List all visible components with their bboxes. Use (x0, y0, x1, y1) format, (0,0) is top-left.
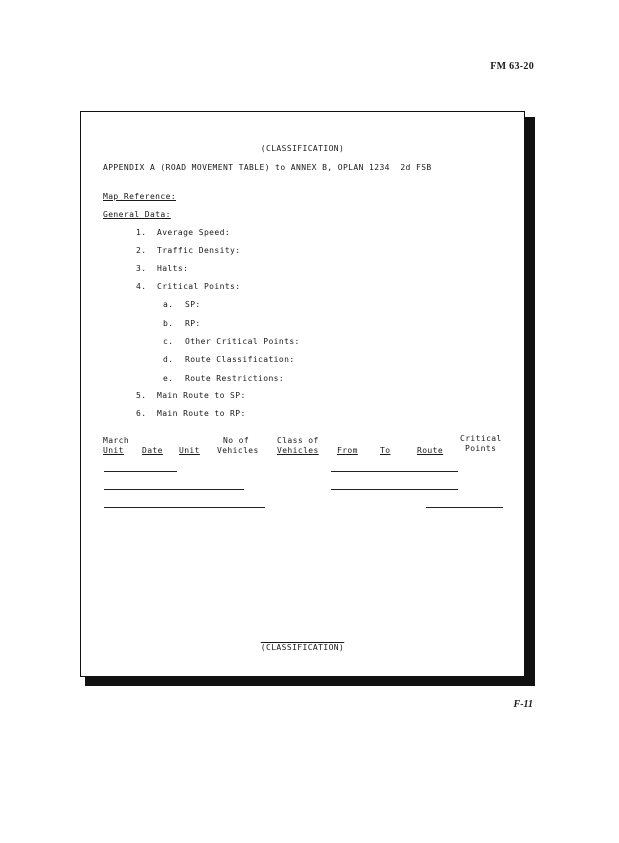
entry-line (331, 471, 458, 472)
critical-points-label: Critical Points: (157, 282, 241, 291)
entry-line (426, 507, 503, 508)
sub-item-letter: e. (163, 374, 174, 383)
col-vehicles-top: No of (223, 436, 250, 445)
route-classification-label: Route Classification: (185, 355, 295, 364)
sub-item-letter: d. (163, 355, 174, 364)
entry-line (104, 471, 177, 472)
sub-item-letter: b. (163, 319, 174, 328)
col-critical-bottom: Points (465, 444, 497, 453)
route-restrictions-label: Route Restrictions: (185, 374, 285, 383)
main-route-to-sp-label: Main Route to SP: (157, 391, 246, 400)
item-number: 5. (136, 391, 147, 400)
col-march-unit-top: March (103, 436, 130, 445)
col-route: Route (417, 446, 444, 455)
item-number: 2. (136, 246, 147, 255)
sp-label: SP: (185, 300, 201, 309)
col-vehicles-bottom: Vehicles (217, 446, 259, 455)
col-to: To (380, 446, 391, 455)
other-critical-points-label: Other Critical Points: (185, 337, 300, 346)
col-class-bottom: Vehicles (277, 446, 319, 455)
item-number: 6. (136, 409, 147, 418)
col-march-unit-bottom: Unit (103, 446, 124, 455)
page-number: F-11 (513, 699, 533, 710)
field-manual-number: FM 63-20 (490, 61, 534, 72)
col-critical-top: Critical (460, 434, 502, 443)
halts-label: Halts: (157, 264, 189, 273)
general-data-label: General Data: (103, 210, 171, 219)
col-date: Date (142, 446, 163, 455)
entry-line (104, 507, 265, 508)
average-speed-label: Average Speed: (157, 228, 231, 237)
item-number: 1. (136, 228, 147, 237)
sub-item-letter: a. (163, 300, 174, 309)
map-reference-label: Map Reference: (103, 192, 177, 201)
col-class-top: Class of (277, 436, 319, 445)
entry-line (331, 489, 458, 490)
main-route-to-rp-label: Main Route to RP: (157, 409, 246, 418)
col-unit: Unit (179, 446, 200, 455)
sub-item-letter: c. (163, 337, 174, 346)
col-from: From (337, 446, 358, 455)
item-number: 3. (136, 264, 147, 273)
entry-line (104, 489, 244, 490)
road-movement-form (80, 111, 525, 677)
traffic-density-label: Traffic Density: (157, 246, 241, 255)
form-title: APPENDIX A (ROAD MOVEMENT TABLE) to ANNEX B, OPLAN 1234 2d FSB (103, 163, 432, 172)
classification-bottom: (CLASSIFICATION) (260, 643, 345, 652)
rp-label: RP: (185, 319, 201, 328)
item-number: 4. (136, 282, 147, 291)
classification-top: (CLASSIFICATION) (260, 144, 345, 153)
